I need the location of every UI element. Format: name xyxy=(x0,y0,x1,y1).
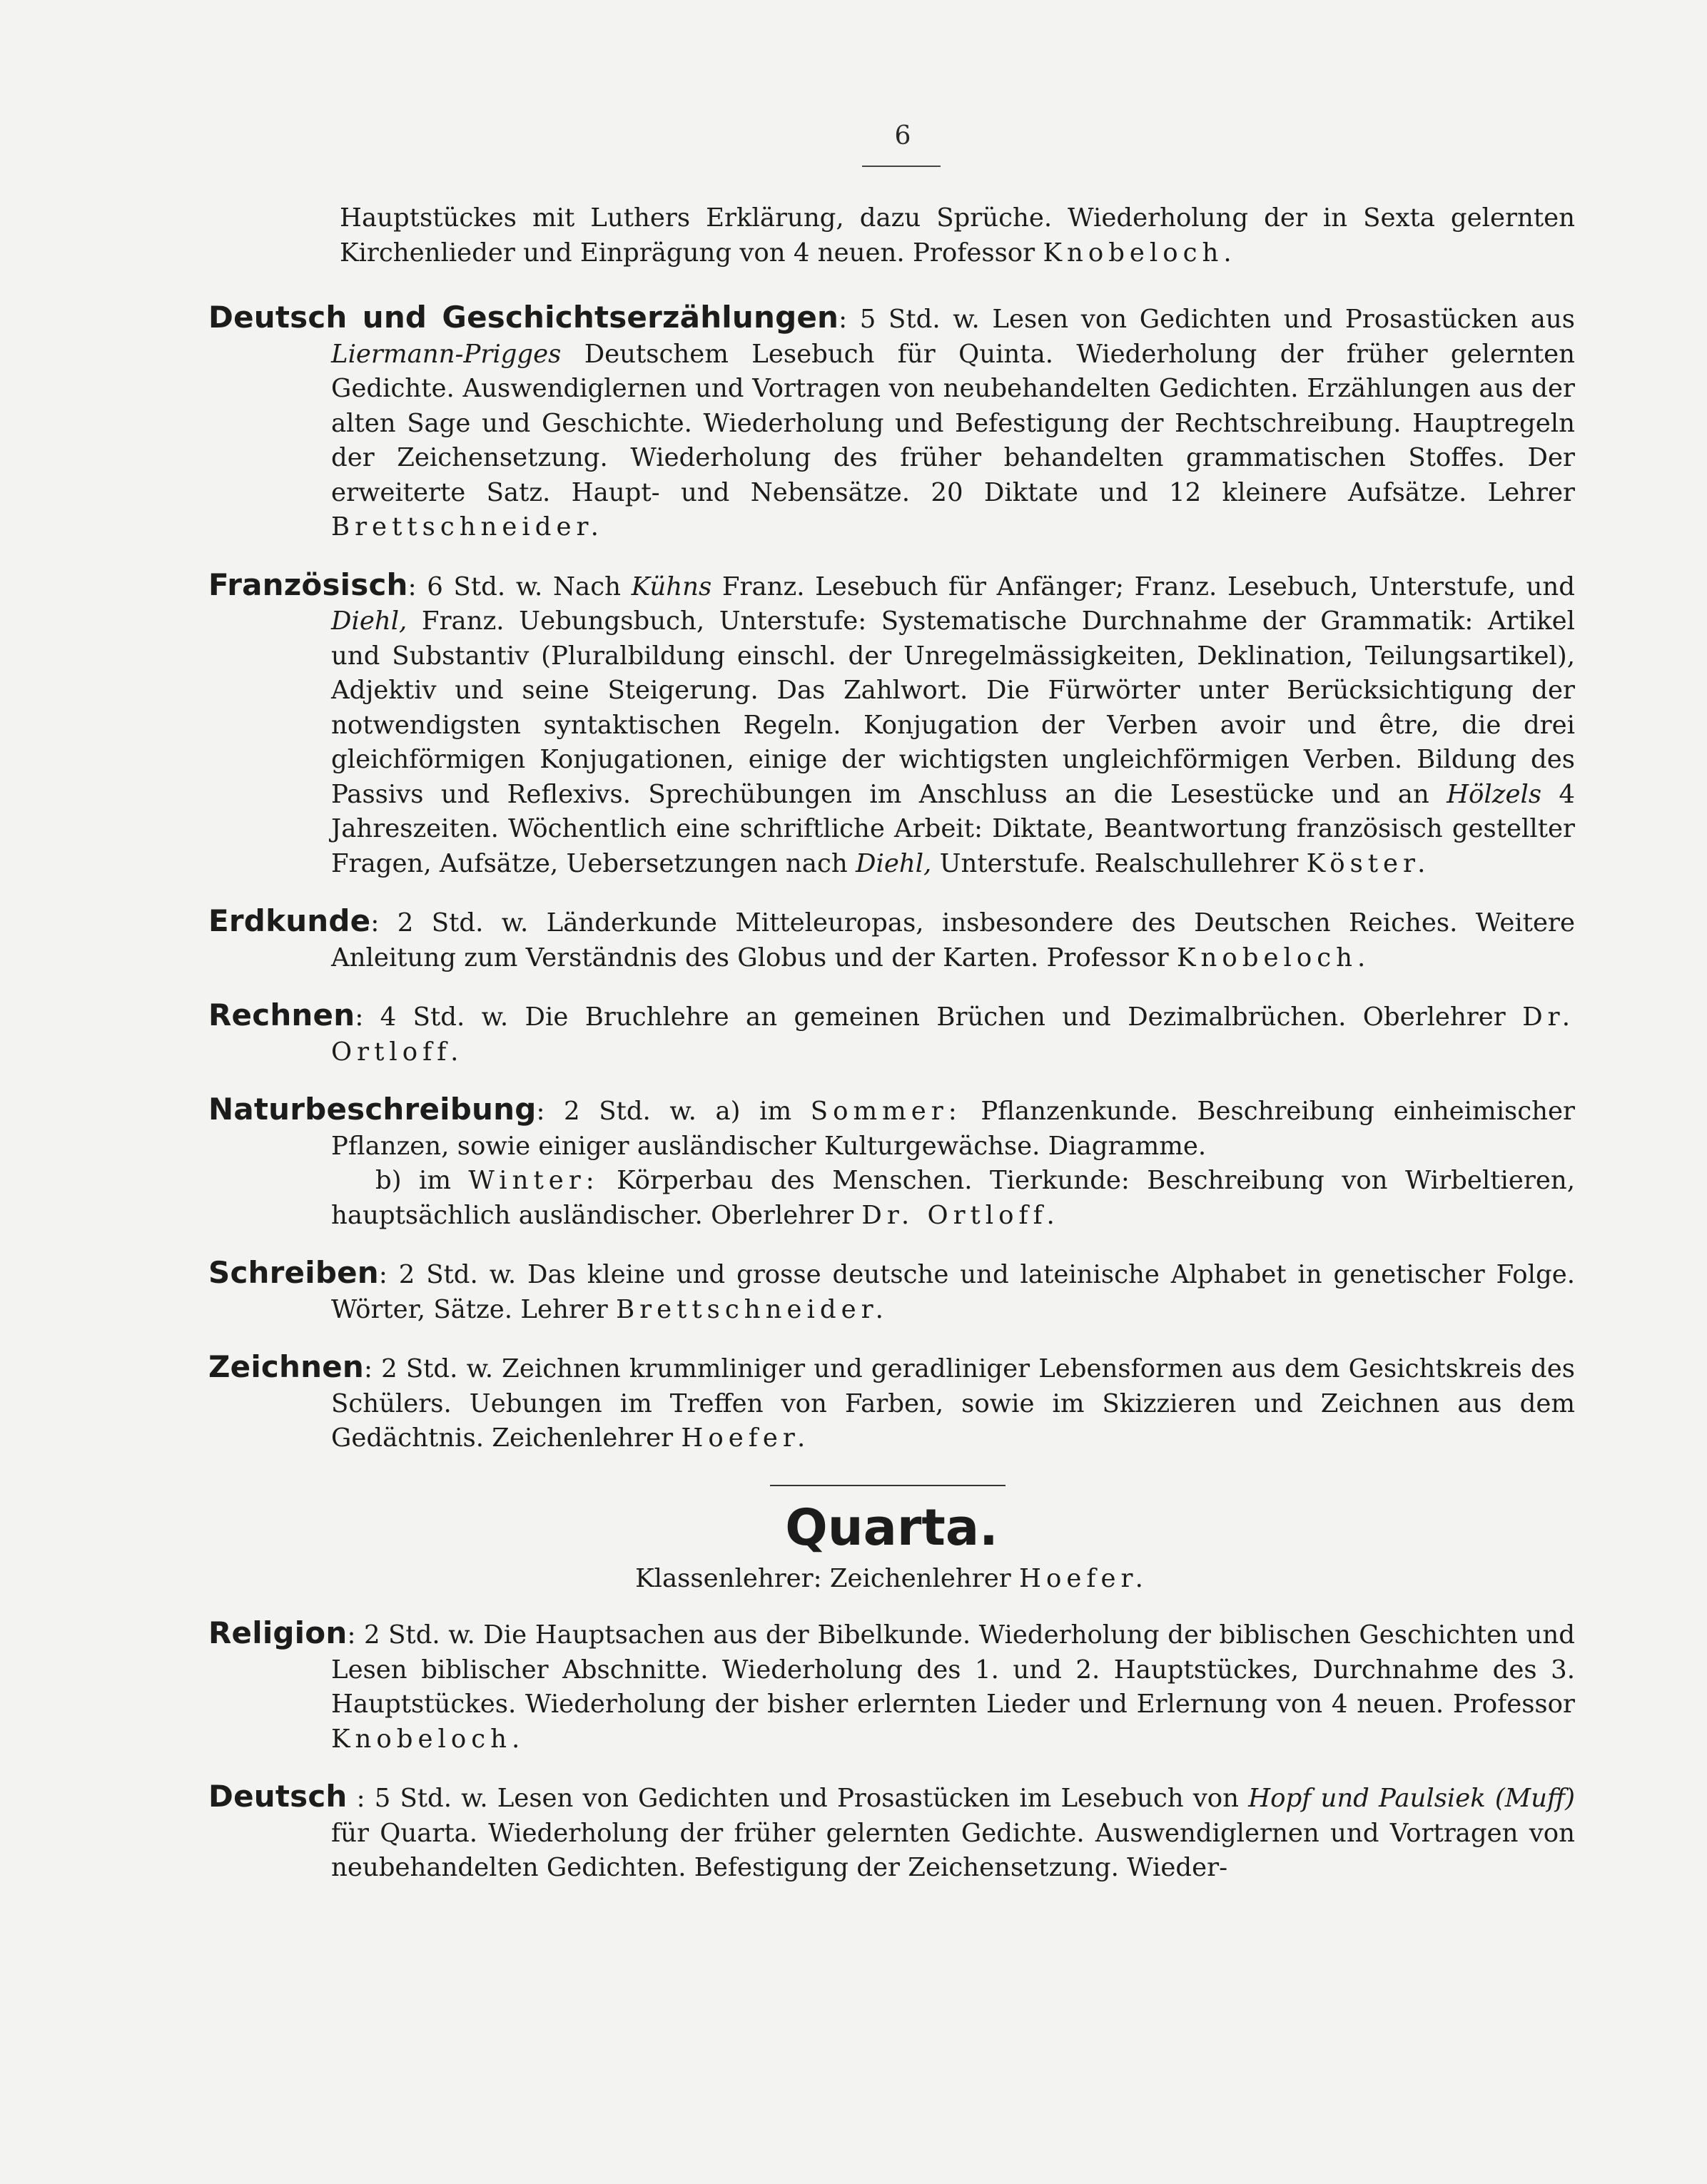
subject-religion xyxy=(208,1616,1575,1757)
subject-text: Franz. Uebungsbuch, Unterstufe: Systematische Durchnahme der Grammatik: Artikel und Substantiv (Pluralbildung einschl. der Unregelmässigkeiten, Deklination, Teilungsartikel), Adjektiv und seine Steigerung. Das Zahlwort. Die Fürwörter unter Berücksichtigung der notwendigsten syntaktischen Regeln. Konjugation der Verben avoir und être, die drei gleichförmigen Konjugationen, einige der wichtigsten ungleichförmigen Verben. Bildung des Passivs und Reflexivs. Sprechübungen im Anschluss an die Lesestücke und an xyxy=(331,606,1575,809)
subject-heading: Deutsch xyxy=(208,1779,348,1814)
book-title: Kühns xyxy=(631,572,712,601)
page-number-rule xyxy=(862,166,941,167)
subject-schreiben xyxy=(208,1256,1575,1327)
teacher-name: Dr. Ortloff. xyxy=(331,1002,1576,1067)
teacher-name: Hoefer. xyxy=(681,1423,811,1453)
class-teacher-line xyxy=(208,1562,1575,1597)
subject-text: : 5 Std. w. Lesen von Gedichten und Prosastücken im Lesebuch von xyxy=(347,1784,1249,1813)
subject-text: : 5 Std. w. Lesen von Gedichten und Prosastücken aus xyxy=(839,305,1575,334)
book-title: Liermann-Prigges xyxy=(331,339,562,369)
subject-text: : 2 Std. w. Die Hauptsachen aus der Bibelkunde. Wiederholung der biblischen Geschichten und Lesen biblischer Abschnitte. Wiederholung des 1. und 2. Hauptstückes, Durchnahme des 3. Hauptstückes. Wiederholung der bisher erlernten Lieder und Erlernung von 4 neuen. Professor xyxy=(331,1620,1575,1719)
page-number: 6 xyxy=(894,121,911,151)
subject-text: : 4 Std. w. Die Bruchlehre an gemeinen Brüchen und Dezimalbrüchen. Oberlehrer xyxy=(355,1002,1506,1032)
subject-franzoesisch xyxy=(208,568,1575,882)
subject-deutsch-geschichte xyxy=(208,300,1575,545)
subject-deutsch-quarta xyxy=(208,1779,1575,1886)
subject-text: Unterstufe. Realschullehrer xyxy=(931,848,1299,878)
season-label: Winter: xyxy=(468,1166,599,1195)
subject-text: Franz. Lesebuch für Anfänger; Franz. Lesebuch, Unterstufe, und xyxy=(711,572,1575,601)
section-title-quarta: Quarta. xyxy=(785,1498,998,1557)
intro-teacher: Knobeloch. xyxy=(1043,238,1237,268)
teacher-name: Brettschneider. xyxy=(331,512,604,542)
subject-text: b) im xyxy=(375,1166,469,1195)
class-teacher-name: Hoefer. xyxy=(1019,1563,1148,1593)
season-label: Sommer: xyxy=(810,1097,962,1126)
subject-text: : 2 Std. w. a) im xyxy=(536,1097,811,1126)
class-teacher-label: Klassenlehrer: Zeichenlehrer xyxy=(635,1563,1011,1593)
subject-text: : 6 Std. w. Nach xyxy=(407,572,632,601)
subject-heading: Schreiben xyxy=(208,1255,379,1290)
subject-erdkunde xyxy=(208,904,1575,975)
subject-heading: Naturbeschreibung xyxy=(208,1092,537,1127)
book-title: Hopf und Paulsiek (Muff) xyxy=(1248,1784,1575,1813)
subject-text: für Quarta. Wiederholung der früher gelernten Gedichte. Auswendiglernen und Vortragen von neubehandelten Gedichten. Befestigung der Zeichensetzung. Wieder- xyxy=(331,1818,1575,1882)
intro-text: Hauptstückes mit Luthers Erklärung, dazu Sprüche. Wiederholung der in Sexta gelernten Kirchenlieder und Einprägung von 4 neuen. Professor xyxy=(340,203,1575,268)
subject-heading: Rechnen xyxy=(208,997,355,1032)
subject-heading: Religion xyxy=(208,1615,348,1650)
subject-zeichnen xyxy=(208,1350,1575,1456)
teacher-name: Brettschneider. xyxy=(616,1294,888,1324)
intro-paragraph xyxy=(208,201,1575,270)
subject-heading: Deutsch und Geschichtserzählungen xyxy=(208,300,839,335)
book-title: Hölzels xyxy=(1447,779,1542,809)
teacher-name: Knobeloch. xyxy=(1177,943,1371,972)
subject-text: : 2 Std. w. Das kleine und grosse deutsche und lateinische Alphabet in genetischer Folge. Wörter, Sätze. Lehrer xyxy=(331,1260,1575,1324)
book-title: Diehl, xyxy=(856,848,932,878)
subject-text: : 2 Std. w. Zeichnen krummliniger und geradliniger Lebensformen aus dem Gesichtskreis des Schülers. Uebungen im Treffen von Farben, sowie im Skizzieren und Zeichnen aus dem Gedächtnis. Zeichenlehrer xyxy=(331,1354,1575,1453)
subject-text: : 2 Std. w. Länderkunde Mitteleuropas, insbesondere des Deutschen Reiches. Weitere Anleitung zum Verständnis des Globus und der Karten. Professor xyxy=(331,908,1575,972)
winter-subparagraph xyxy=(331,1164,1575,1233)
subject-naturbeschreibung xyxy=(208,1092,1575,1233)
subject-text: 4 Jahreszeiten. Wöchentlich eine schriftliche Arbeit: Diktate, Beantwortung französisch gestellter Fragen, Aufsätze, Uebersetzungen nach xyxy=(331,779,1575,878)
teacher-name: Knobeloch. xyxy=(331,1724,525,1754)
subject-text: Deutschem Lesebuch für Quinta. Wiederholung der früher gelernten Gedichte. Auswendiglernen und Vortragen von neubehandelten Gedichten. Erzählungen aus der alten Sage und Geschichte. Wiederholung und Befestigung der Rechtschreibung. Hauptregeln der Zeichensetzung. Wiederholung des früher behandelten grammatischen Stoffes. Der erweiterte Satz. Haupt- und Nebensätze. 20 Diktate und 12 kleinere Aufsätze. Lehrer xyxy=(331,339,1575,507)
book-title: Diehl, xyxy=(331,606,407,636)
subject-heading: Zeichnen xyxy=(208,1349,365,1384)
page-content xyxy=(208,201,1575,1909)
subject-heading: Französisch xyxy=(208,567,408,602)
teacher-name: Dr. Ortloff. xyxy=(861,1200,1060,1230)
subject-text: Körperbau des Menschen. Tierkunde: Beschreibung von Wirbeltieren, hauptsächlich ausländischer. Oberlehrer xyxy=(331,1166,1575,1230)
subject-text: Pflanzenkunde. Beschreibung einheimischer Pflanzen, sowie einiger ausländischer Kulturgewächse. Diagramme. xyxy=(331,1097,1575,1161)
teacher-name: Köster. xyxy=(1306,848,1431,878)
subject-heading: Erdkunde xyxy=(208,903,371,938)
section-divider xyxy=(770,1485,1006,1486)
subject-rechnen xyxy=(208,998,1575,1070)
